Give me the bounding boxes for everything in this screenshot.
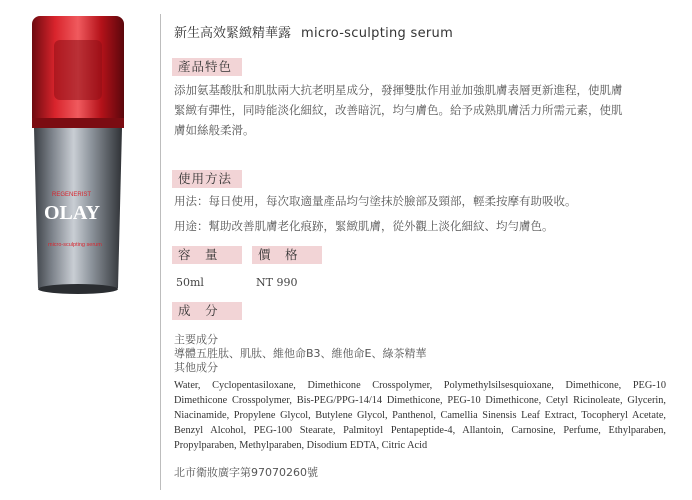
ingredients-other-label: 其他成分 bbox=[174, 361, 218, 374]
price-value: NT 990 bbox=[256, 276, 298, 289]
ingredients-main-label: 主要成分 bbox=[174, 333, 218, 346]
usage-method: 用法：每日使用，每次取適量產品均勻塗抹於臉部及頸部，輕柔按摩有助吸收。 bbox=[174, 194, 577, 208]
capacity-heading: 容 量 bbox=[172, 246, 242, 264]
product-title-en: micro-sculpting serum bbox=[301, 26, 454, 41]
product-image bbox=[14, 10, 142, 300]
serum-bottle-illustration bbox=[14, 10, 142, 300]
bottle-regenerist-text: REGENERIST bbox=[52, 192, 92, 198]
features-heading: 產品特色 bbox=[172, 58, 242, 76]
olay-logo: OLAY bbox=[44, 202, 100, 224]
usage-purpose: 用途：幫助改善肌膚老化痕跡，緊緻肌膚，從外觀上淡化細紋、均勻膚色。 bbox=[174, 219, 554, 233]
bottle-product-text: micro-sculpting serum bbox=[48, 242, 102, 248]
ingredients-list: Water, Cyclopentasiloxane, Dimethicone Crosspolymer, Polymethylsilsesquioxane, Dimethicone, PEG-10 Dimethicone Crosspolymer, Bis-PEG/PPG-14/14 Dimethicone, PEG-10 Dimethicone, Cetyl Ricinoleate, Glycerin, Niacinamide, Propylene Glycol, Butylene Glycol, Panthenol, Camellia Sinensis Leaf Extract, Tocopheryl Acetate, Benzyl Alcohol, PEG-100 Stearate, Palmitoyl Pentapeptide-4, Allantoin, Carnosine, Perfume, Ethylparaben, Propylparaben, Methylparaben, Disodium EDTA, Citric Acid bbox=[174, 380, 666, 451]
product-title-zh: 新生高效緊緻精華露 bbox=[174, 26, 292, 41]
vertical-divider bbox=[160, 14, 161, 490]
price-heading: 價 格 bbox=[252, 246, 322, 264]
ingredients-heading: 成 分 bbox=[172, 302, 242, 320]
ingredients-main: 導體五胜肽、肌肽、維他命B3、維他命E、綠茶精華 bbox=[174, 347, 427, 360]
usage-heading: 使用方法 bbox=[172, 170, 242, 188]
product-title bbox=[174, 22, 453, 41]
license-number: 北市衛妝廣字第97070260號 bbox=[174, 466, 318, 479]
features-text: 添加氨基酸肽和肌肽兩大抗老明星成分，發揮雙肽作用並加強肌膚表層更新進程，使肌膚 緊緻有彈性，同時能淡化細紋，改善暗沉，均勻膚色。給予成熟肌膚活力所需元素，使肌 膚如絲般柔滑。 bbox=[174, 83, 623, 137]
capacity-value: 50ml bbox=[176, 276, 204, 289]
